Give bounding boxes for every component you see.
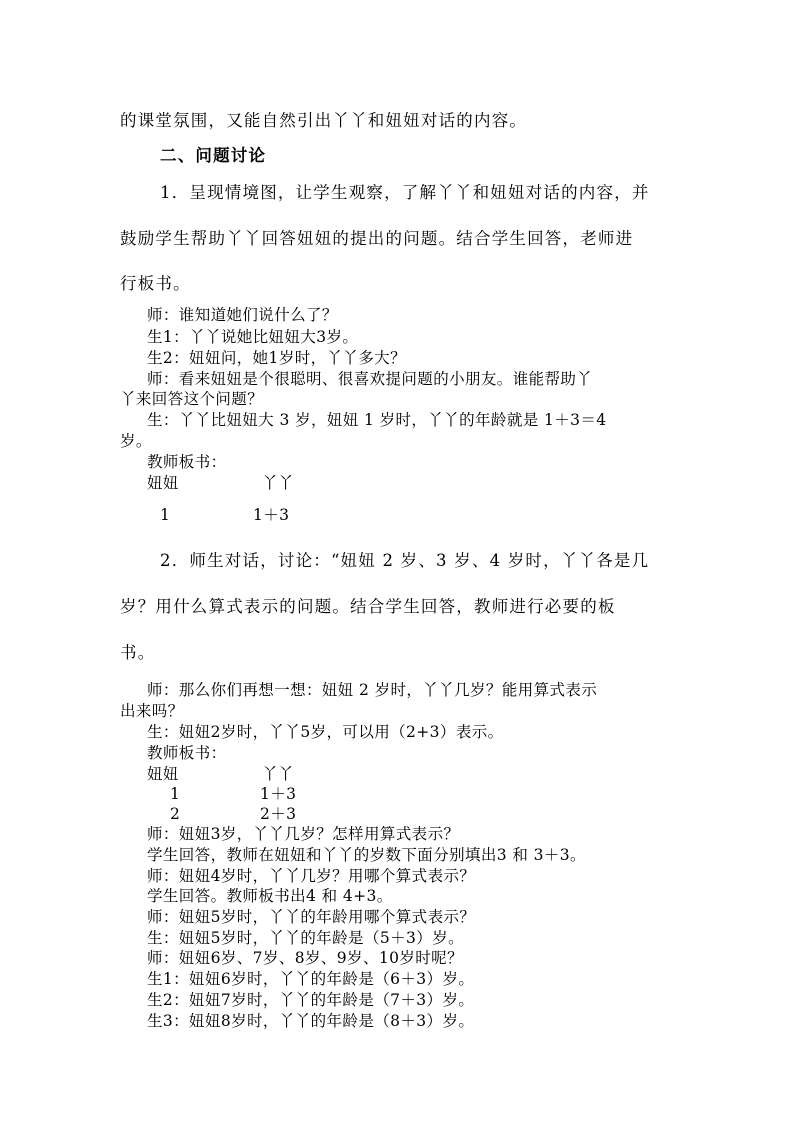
- paragraph-line: 行板书。: [120, 274, 191, 293]
- dialog-line: 教师板书：: [147, 744, 227, 762]
- paragraph-line: 鼓励学生帮助丫丫回答妞妞的提出的问题。结合学生回答，老师进: [120, 229, 634, 248]
- board-cell: 1＋3: [260, 785, 297, 803]
- dialog-line: 师：妞妞3岁，丫丫几岁？怎样用算式表示？: [147, 825, 460, 843]
- dialog-line: 教师板书：: [147, 453, 227, 471]
- board-header-yaya: 丫丫: [262, 765, 294, 783]
- dialog-line: 生：妞妞2岁时，丫丫5岁，可以用（2+3）表示。: [147, 723, 504, 741]
- dialog-line: 师：看来妞妞是个很聪明、很喜欢提问题的小朋友。谁能帮助丫: [147, 370, 593, 388]
- dialog-line: 师：妞妞6岁、7岁、8岁、9岁、10岁时呢？: [147, 949, 463, 967]
- paragraph-line: 2．师生对话，讨论：“妞妞 2 岁、3 岁、4 岁时，丫丫各是几: [160, 551, 650, 570]
- dialog-line: 生：丫丫比妞妞大 3 岁，妞妞 1 岁时，丫丫的年龄就是 1＋3＝4: [147, 411, 607, 429]
- section-heading: 二、问题讨论: [160, 146, 267, 165]
- paragraph-line: 书。: [120, 643, 156, 662]
- board-cell: 2: [170, 805, 181, 823]
- dialog-line: 生2：妞妞7岁时，丫丫的年龄是（7＋3）岁。: [147, 991, 475, 1009]
- board-cell: 1: [160, 506, 171, 524]
- dialog-line: 学生回答，教师在妞妞和丫丫的岁数下面分别填出3 和 3＋3。: [147, 846, 586, 864]
- dialog-line: 岁。: [120, 432, 152, 450]
- dialog-line: 师：那么你们再想一想：妞妞 2 岁时，丫丫几岁？能用算式表示: [147, 681, 598, 699]
- dialog-line: 丫来回答这个问题？: [120, 390, 264, 408]
- dialog-line: 师：妞妞5岁时，丫丫的年龄用哪个算式表示？: [147, 908, 476, 926]
- paragraph-line: 岁？用什么算式表示的问题。结合学生回答，教师进行必要的板: [120, 597, 616, 616]
- board-header-niuniu: 妞妞: [147, 765, 179, 783]
- dialog-line: 生1：丫丫说她比妞妞大3岁。: [147, 328, 359, 346]
- dialog-line: 师：妞妞4岁时，丫丫几岁？用哪个算式表示？: [147, 867, 476, 885]
- board-cell: 1: [170, 785, 181, 803]
- intro-line: 的课堂氛围，又能自然引出丫丫和妞妞对话的内容。: [120, 111, 528, 130]
- paragraph-line: 1．呈现情境图，让学生观察，了解丫丫和妞妞对话的内容，并: [160, 183, 650, 202]
- board-cell: 2＋3: [260, 805, 297, 823]
- dialog-line: 生1：妞妞6岁时，丫丫的年龄是（6＋3）岁。: [147, 970, 475, 988]
- dialog-line: 学生回答。教师板书出4 和 4+3。: [147, 887, 393, 905]
- dialog-line: 师：谁知道她们说什么了？: [147, 306, 338, 324]
- board-cell: 1＋3: [253, 506, 290, 524]
- dialog-line: 生3：妞妞8岁时，丫丫的年龄是（8＋3）岁。: [147, 1012, 475, 1030]
- board-header-yaya: 丫丫: [262, 474, 294, 492]
- dialog-line: 出来吗？: [120, 702, 184, 720]
- dialog-line: 生：妞妞5岁时，丫丫的年龄是（5＋3）岁。: [147, 929, 464, 947]
- board-header-niuniu: 妞妞: [147, 474, 179, 492]
- dialog-line: 生2：妞妞问，她1岁时，丫丫多大？: [147, 349, 407, 367]
